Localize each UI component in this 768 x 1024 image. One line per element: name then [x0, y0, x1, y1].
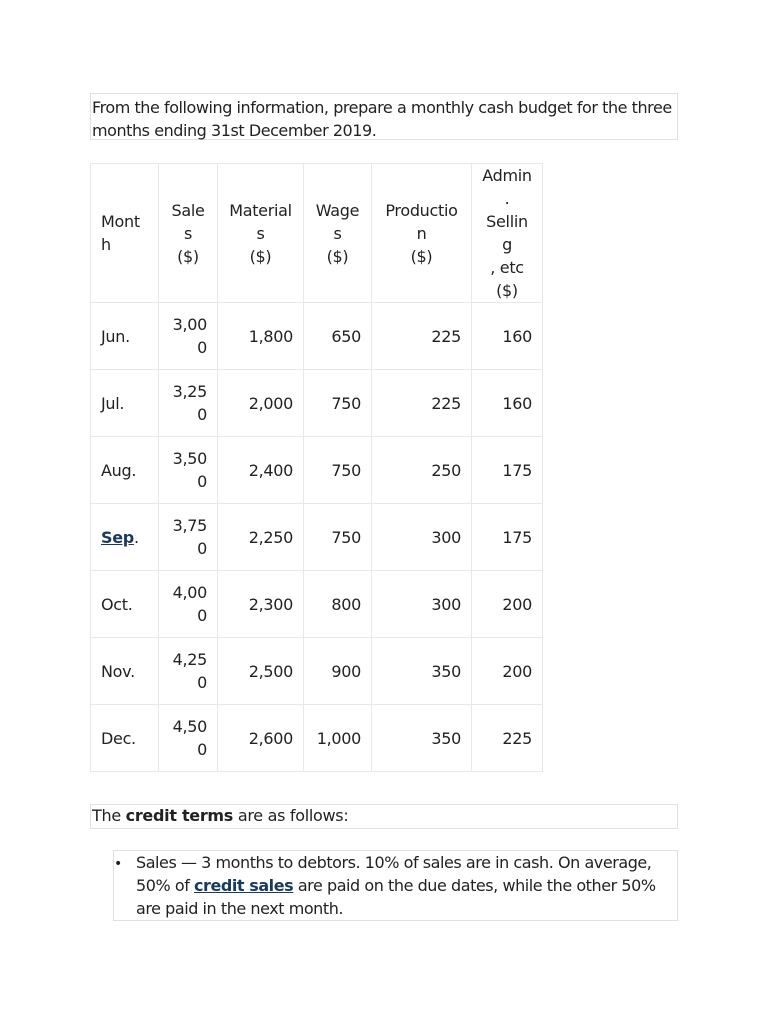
bullet-text-part1: Sales — 3 months to debtors. 10% of sales are in cash. On average, 50% of: [136, 853, 652, 895]
cell-admin: 175: [472, 504, 543, 571]
credit-prefix: The: [92, 806, 126, 825]
table-row: [91, 370, 543, 437]
header-sales-line: ($): [177, 246, 199, 266]
header-admin-line: ($): [496, 281, 518, 300]
cell-admin: 200: [472, 571, 543, 638]
cell-admin: 175: [472, 437, 543, 504]
cell-sales: 3,500: [159, 437, 218, 504]
cell-sales: 3,000: [159, 303, 218, 370]
cell-sales: 3,250: [159, 370, 218, 437]
cell-wages: 800: [304, 571, 372, 638]
header-month: [91, 164, 159, 303]
header-admin-line: Selling: [486, 212, 528, 254]
cell-admin: 160: [472, 370, 543, 437]
table-row: [91, 705, 543, 772]
header-production: [372, 164, 472, 303]
cell-wages: 750: [304, 370, 372, 437]
table-row: [91, 571, 543, 638]
cell-month: Jun.: [91, 303, 159, 370]
cell-production: 250: [372, 437, 472, 504]
list-item: [136, 851, 676, 920]
cell-admin: 200: [472, 638, 543, 705]
header-admin-selling: [472, 164, 543, 303]
table-row: [91, 638, 543, 705]
cell-sales: 4,250: [159, 638, 218, 705]
header-admin-line: .: [504, 189, 510, 208]
cell-wages: 650: [304, 303, 372, 370]
table-row: [91, 504, 543, 571]
cell-month: Dec.: [91, 705, 159, 772]
credit-sales-link[interactable]: credit sales: [194, 876, 294, 895]
cell-materials: 2,250: [218, 504, 304, 571]
cell-sales: 4,000: [159, 571, 218, 638]
header-materials: [218, 164, 304, 303]
cell-month: Nov.: [91, 638, 159, 705]
cell-production: 350: [372, 705, 472, 772]
sep-link[interactable]: Sep: [101, 527, 134, 547]
cell-materials: 2,400: [218, 437, 304, 504]
header-admin-line: Admin: [482, 166, 532, 185]
header-production-line: ($): [410, 246, 433, 266]
cell-materials: 2,000: [218, 370, 304, 437]
credit-terms-bold: credit terms: [125, 806, 234, 825]
cell-month: Aug.: [91, 437, 159, 504]
header-wages-line: s: [333, 223, 342, 243]
cell-materials: 1,800: [218, 303, 304, 370]
credit-suffix: are as follows:: [233, 806, 349, 825]
bullet-list: [113, 850, 678, 921]
cell-wages: 1,000: [304, 705, 372, 772]
header-production-line: Productio: [385, 200, 458, 220]
header-wages-line: ($): [326, 246, 349, 266]
header-wages: [304, 164, 372, 303]
cell-production: 225: [372, 370, 472, 437]
cell-month: [91, 504, 159, 571]
cell-wages: 750: [304, 504, 372, 571]
header-wages-line: Wage: [315, 200, 360, 220]
header-materials-line: Material: [229, 200, 292, 220]
cash-budget-table: [90, 163, 543, 772]
header-production-line: n: [416, 223, 427, 243]
cell-sales: 3,750: [159, 504, 218, 571]
header-materials-line: s: [256, 223, 265, 243]
header-month-line: Mont: [101, 212, 140, 231]
cell-month: Jul.: [91, 370, 159, 437]
cell-production: 225: [372, 303, 472, 370]
header-month-line: h: [101, 235, 111, 254]
credit-terms-paragraph: [90, 804, 678, 829]
bullet-marker: •: [114, 856, 122, 872]
cell-wages: 900: [304, 638, 372, 705]
intro-text: From the following information, prepare a monthly cash budget for the three months ending 31st December 2019.: [92, 98, 672, 140]
cell-admin: 225: [472, 705, 543, 772]
intro-paragraph: [90, 93, 678, 140]
cell-materials: 2,300: [218, 571, 304, 638]
cell-admin: 160: [472, 303, 543, 370]
month-suffix: .: [133, 527, 139, 547]
table-row: [91, 303, 543, 370]
cell-materials: 2,500: [218, 638, 304, 705]
header-materials-line: ($): [249, 246, 272, 266]
cell-sales: 4,500: [159, 705, 218, 772]
table-header-row: [91, 164, 543, 303]
header-sales: [159, 164, 218, 303]
cell-production: 300: [372, 504, 472, 571]
header-sales-line: Sales: [171, 200, 205, 243]
bullet-text-part2: are paid on the due dates, while the other 50% are paid in the next month.: [136, 876, 656, 918]
cell-production: 300: [372, 571, 472, 638]
table-row: [91, 437, 543, 504]
header-admin-line: , etc: [490, 258, 524, 277]
cell-month: Oct.: [91, 571, 159, 638]
cell-wages: 750: [304, 437, 372, 504]
cell-production: 350: [372, 638, 472, 705]
cell-materials: 2,600: [218, 705, 304, 772]
